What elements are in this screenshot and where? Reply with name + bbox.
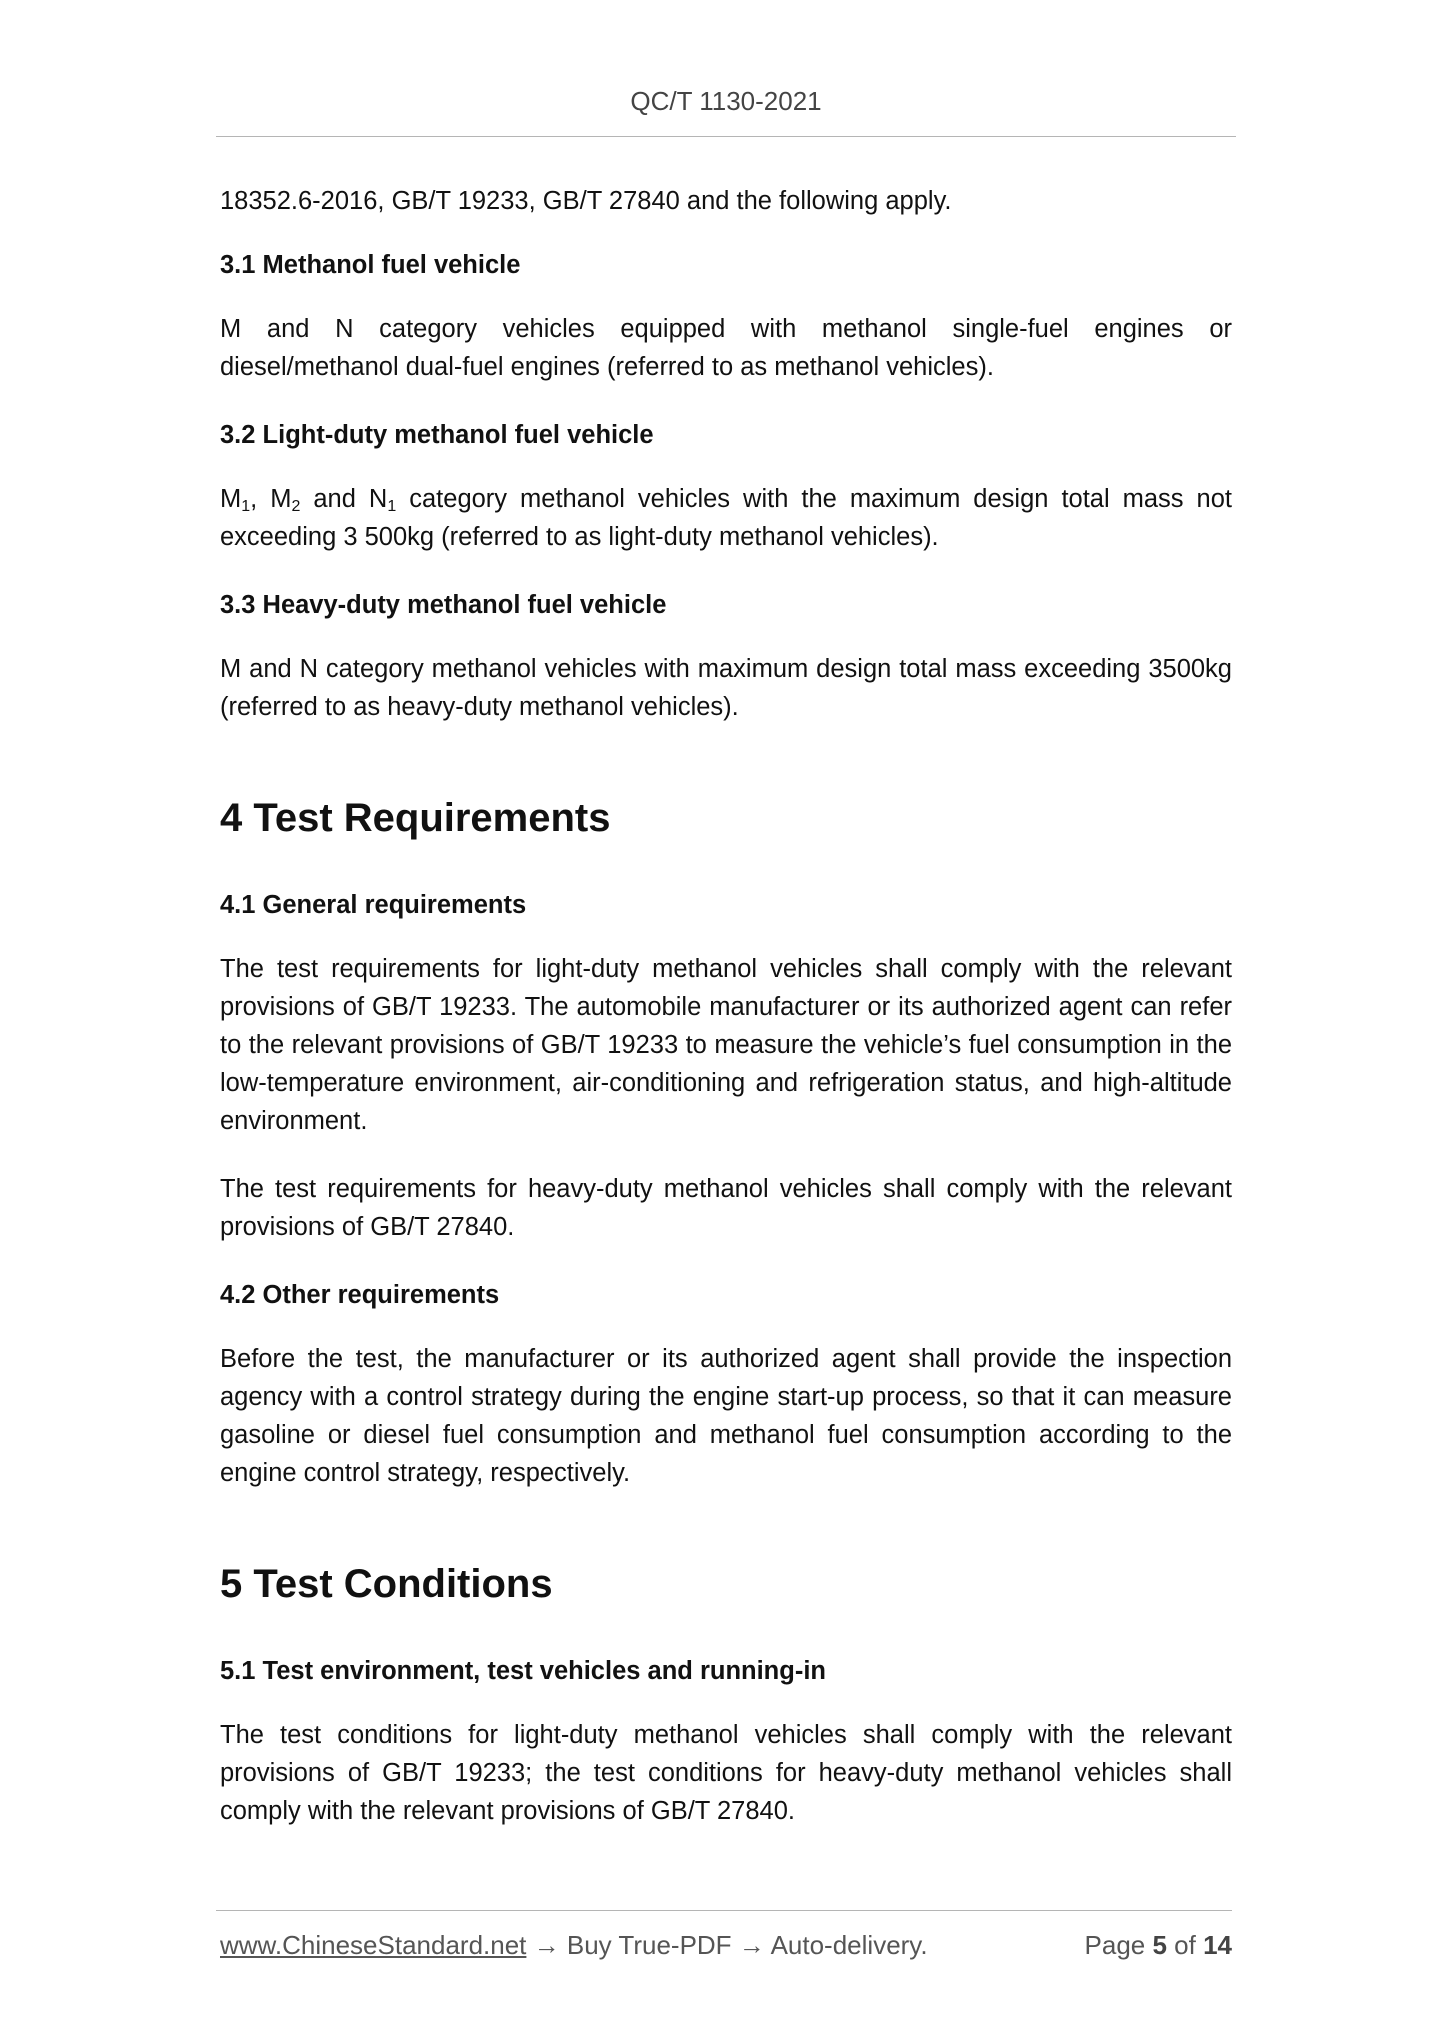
section-4-1-paragraph-1: The test requirements for light-duty methanol vehicles shall comply with the relevant provisions of GB/T 19233. The automobile manufacturer or its authorized agent can refer to the relevant provisions of GB/T 19233 to measure the vehicle’s fuel consumption in the low-temperature environment, air-conditioning and refrigeration status, and high-altitude environment. — [220, 955, 1232, 1135]
section-4-1-paragraph-2: The test requirements for heavy-duty methanol vehicles shall comply with the relevant provisions of GB/T 27840. — [220, 1175, 1232, 1241]
section-3-2-heading: 3.2 Light-duty methanol fuel vehicle — [220, 421, 654, 449]
section-3-1-text: M and N category vehicles equipped with methanol single-fuel engines or diesel/methanol dual-fuel engines (referred to as methanol vehicles). — [220, 315, 1232, 381]
section-5-1-heading: 5.1 Test environment, test vehicles and running-in — [220, 1657, 826, 1685]
section-3-3-heading: 3.3 Heavy-duty methanol fuel vehicle — [220, 591, 667, 619]
section-3-3-text: M and N category methanol vehicles with maximum design total mass exceeding 3500kg (referred to as heavy-duty methanol vehicles). — [220, 655, 1232, 721]
section-4-heading: 4 Test Requirements — [220, 796, 611, 840]
current-page: 5 — [1152, 1930, 1167, 1960]
section-3-2-text: $M_1$, $M_2$ and $N_1$ category methanol vehicles with the maximum design total mass not exceeding 3 500kg (referred to as light-duty methanol vehicles). — [220, 485, 1232, 551]
header-divider — [216, 136, 1236, 137]
page-number: Page 5 of 14 — [1084, 1930, 1232, 1960]
section-4-2-paragraph: Before the test, the manufacturer or its authorized agent shall provide the inspection agency with a control strategy during the engine start-up process, so that it can measure gasoline or diesel fuel consumption and methanol fuel consumption according to the engine control strategy, respectively. — [220, 1345, 1232, 1487]
page-content — [220, 182, 1232, 1860]
section-5-heading: 5 Test Conditions — [220, 1562, 553, 1606]
section-3-1-heading: 3.1 Methanol fuel vehicle — [220, 251, 521, 279]
total-pages: 14 — [1203, 1930, 1232, 1960]
section-5-1-paragraph: The test conditions for light-duty methanol vehicles shall comply with the relevant provisions of GB/T 19233; the test conditions for heavy-duty methanol vehicles shall comply with the relevant provisions of GB/T 27840. — [220, 1721, 1232, 1825]
page-footer — [220, 1930, 1232, 1961]
footer-tagline: → Buy True-PDF → Auto-delivery. — [526, 1930, 928, 1960]
website-link[interactable]: www.ChineseStandard.net — [220, 1930, 527, 1960]
footer-divider — [216, 1910, 1232, 1911]
section-4-2-heading: 4.2 Other requirements — [220, 1281, 500, 1309]
intro-paragraph: 18352.6-2016, GB/T 19233, GB/T 27840 and the following apply. — [220, 187, 952, 215]
section-4-1-heading: 4.1 General requirements — [220, 891, 527, 919]
page-header: QC/T 1130-2021 — [630, 86, 822, 116]
